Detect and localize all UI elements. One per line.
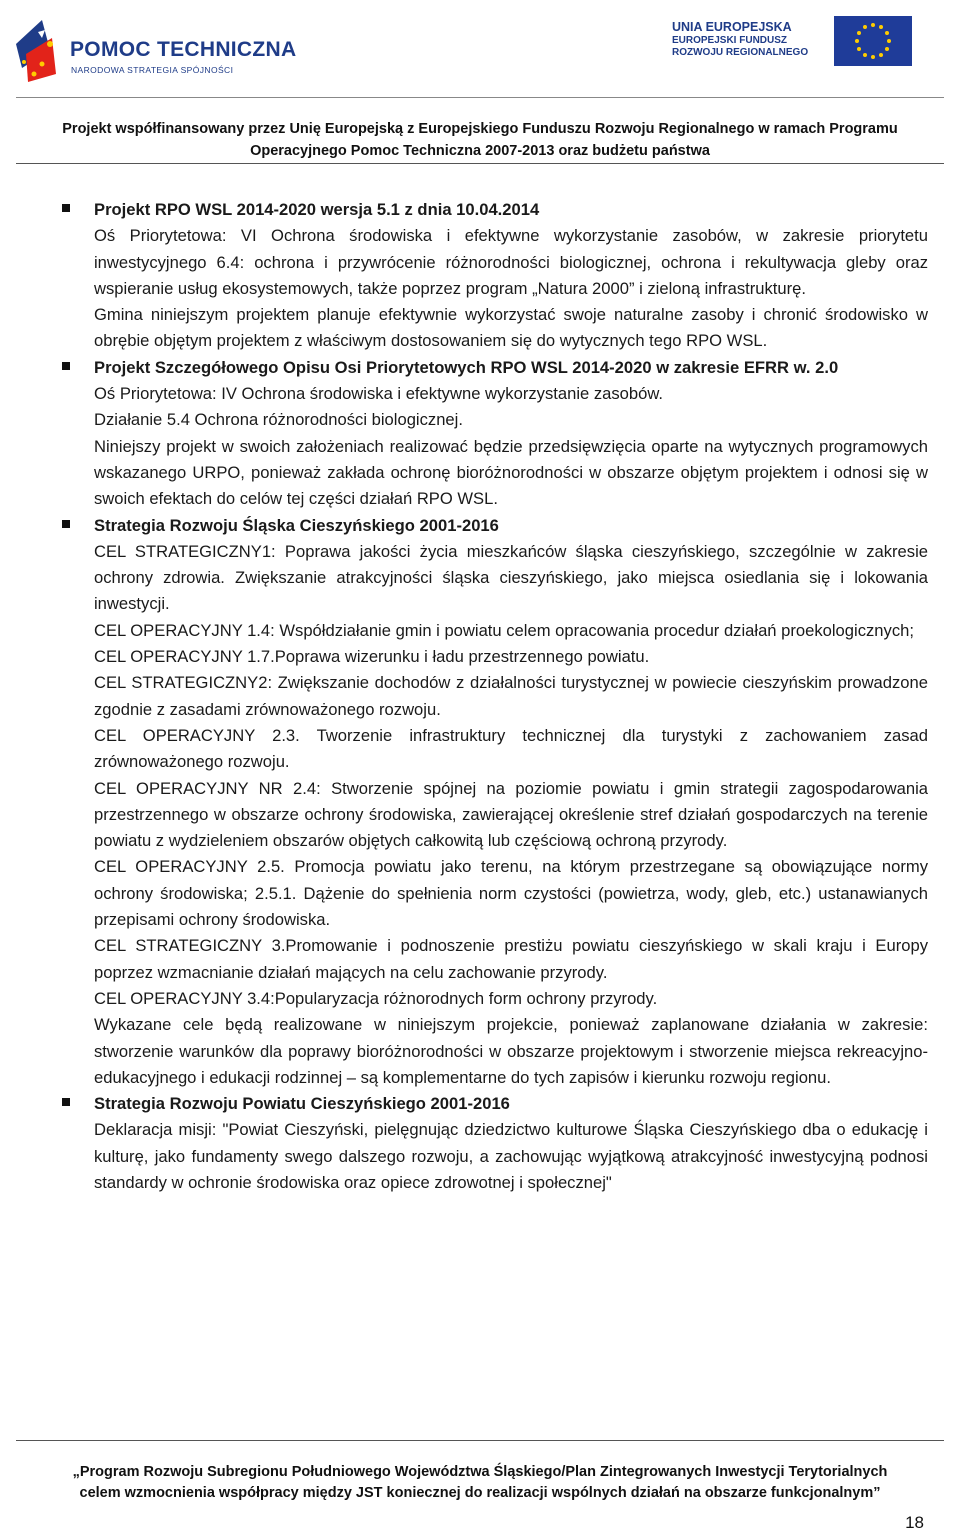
square-bullet-icon <box>62 204 70 212</box>
eu-logo-line3: ROZWOJU REGIONALNEGO <box>672 47 809 58</box>
list-item <box>62 1091 928 1196</box>
eu-logo-line1: UNIA EUROPEJSKA <box>672 20 792 34</box>
section-paragraph: Działanie 5.4 Ochrona różnorodności biologicznej. <box>94 410 463 430</box>
section-heading: Strategia Rozwoju Powiatu Cieszyńskiego 2001-2016 <box>94 1094 510 1114</box>
pomoc-techniczna-emblem-icon <box>12 14 68 86</box>
logo-left-subtitle: NARODOWA STRATEGIA SPÓJNOŚCI <box>71 65 234 75</box>
section-paragraph: Gmina niniejszym projektem planuje efektywnie wykorzystać swoje naturalne zasoby i chronić środowisko w obrębie objętym projektem z właściwym dostosowaniem się do wytycznych tego RPO WSL. <box>94 305 928 351</box>
header-cofinancing-text <box>0 118 960 162</box>
footer-divider <box>16 1440 944 1441</box>
section-paragraph: CEL OPERACYJNY NR 2.4: Stworzenie spójnej na poziomie powiatu i gmin strategii zagospodarowania przestrzennego w obszarze ochrony środowiska, zawierającej określenie stref działań gospodarczych na terenie powiatu z wydzieleniem obszarów objętych całkowitą lub częściową ochroną przyrody. <box>94 778 928 851</box>
square-bullet-icon <box>62 1098 70 1106</box>
list-item <box>62 513 928 1092</box>
square-bullet-icon <box>62 520 70 528</box>
header-divider <box>16 97 944 98</box>
section-paragraph: CEL OPERACYJNY 3.4:Popularyzacja różnorodnych form ochrony przyrody. <box>94 988 658 1008</box>
section-paragraph: CEL OPERACYJNY 2.5. Promocja powiatu jako terenu, na którym przestrzegane są obowiązujące normy ochrony środowiska; 2.5.1. Dążenie do spełnienia norm czystości (powietrza, wody, gleb, etc.) ustanawianych przepisami ochrony środowiska. <box>94 857 928 930</box>
page-footer <box>0 1462 960 1504</box>
section-paragraph: Niniejszy projekt w swoich założeniach realizować będzie przedsięwzięcia oparte na wytycznych programowych wskazanego URPO, ponieważ zakłada ochronę bioróżnorodności w obszarze objętym projektem i odnosi się w swoich efektach do celów tej części działań RPO WSL. <box>94 436 928 509</box>
section-heading: Strategia Rozwoju Śląska Cieszyńskiego 2001-2016 <box>94 515 499 535</box>
section-paragraph: Wykazane cele będą realizowane w niniejszym projekcie, ponieważ zaplanowane działania w zakresie: stworzenie warunków dla poprawy bioróżnorodności w obszarze projektowym i stworzenie miejsca rekreacyjno-edukacyjnego i edukacji rodzinnej – są komplementarne do tych zapisów i kierunku rozwoju regionu. <box>94 1015 928 1087</box>
list-item <box>62 197 928 355</box>
header-line-2: Operacyjnego Pomoc Techniczna 2007-2013 oraz budżetu państwa <box>250 143 710 159</box>
page-header <box>0 0 960 165</box>
section-paragraph: CEL STRATEGICZNY 3.Promowanie i podnoszenie prestiżu powiatu cieszyńskiego w skali kraju i Europy poprzez wzmacnianie działań mających na celu zachowanie przyrody. <box>94 936 928 982</box>
logo-left-title: POMOC TECHNICZNA <box>70 38 297 61</box>
section-paragraph: CEL OPERACYJNY 1.7.Poprawa wizerunku i ładu przestrzennego powiatu. <box>94 647 650 667</box>
section-paragraph: Deklaracja misji: "Powiat Cieszyński, pielęgnując dziedzictwo kulturowe Śląska Cieszyńskiego dba o edukację i kulturę, jako fundamenty swego dalszego rozwoju, a zachowując wyjątkową atrakcyjność inwestycyjną podnosi standardy w ochronie środowiska oraz opiece zdrowotnej i społecznej" <box>94 1120 928 1192</box>
section-heading: Projekt Szczegółowego Opisu Osi Priorytetowych RPO WSL 2014-2020 w zakresie EFRR w. 2.0 <box>94 357 839 377</box>
section-paragraph: Oś Priorytetowa: VI Ochrona środowiska i efektywne wykorzystanie zasobów, w zakresie priorytetu inwestycyjnego 6.4: ochrona i przywrócenie różnorodności biologicznej, ochrona i rekultywacja gleby oraz wspieranie usług ekosystemowych, także poprzez program „Natura 2000” i zieloną infrastrukturę. <box>94 226 928 298</box>
section-paragraph: CEL OPERACYJNY 1.4: Współdziałanie gmin i powiatu celem opracowania procedur działań proekologicznych; <box>94 620 914 640</box>
document-body <box>62 197 928 1196</box>
pomoc-techniczna-logo <box>12 14 297 86</box>
footer-line-2: celem wzmocnienia współpracy między JST koniecznej do realizacji wspólnych działań na obszarze funkcjonalnym” <box>79 1485 881 1501</box>
header-bottom-divider <box>16 163 944 164</box>
section-paragraph: CEL STRATEGICZNY2: Zwiększanie dochodów z działalności turystycznej w powiecie cieszyńskim prowadzone zgodnie z zasadami zrównoważonego rozwoju. <box>94 673 928 719</box>
section-paragraph: CEL STRATEGICZNY1: Poprawa jakości życia mieszkańców śląska cieszyńskiego, szczególnie w zakresie ochrony zdrowia. Zwiększanie atrakcyjności śląska cieszyńskiego, jako miejsca osiedlania się i lokowania inwestycji. <box>94 541 928 614</box>
header-line-1: Projekt współfinansowany przez Unię Europejską z Europejskiego Funduszu Rozwoju Regionalnego w ramach Programu <box>62 121 898 137</box>
section-heading: Projekt RPO WSL 2014-2020 wersja 5.1 z dnia 10.04.2014 <box>94 200 540 219</box>
eu-flag-icon <box>834 16 912 66</box>
bullet-list <box>62 197 928 1196</box>
eu-logo <box>672 16 912 68</box>
footer-line-1: „Program Rozwoju Subregionu Południowego Województwa Śląskiego/Plan Zintegrowanych Inwestycji Terytorialnych <box>72 1464 888 1480</box>
list-item <box>62 355 928 513</box>
section-paragraph: CEL OPERACYJNY 2.3. Tworzenie infrastruktury technicznej dla turystyki z zachowaniem zasad zrównoważonego rozwoju. <box>94 725 928 772</box>
section-paragraph: Oś Priorytetowa: IV Ochrona środowiska i efektywne wykorzystanie zasobów. <box>94 384 664 404</box>
eu-logo-line2: EUROPEJSKI FUNDUSZ <box>672 35 788 46</box>
page-number: 18 <box>905 1513 924 1532</box>
square-bullet-icon <box>62 362 70 370</box>
